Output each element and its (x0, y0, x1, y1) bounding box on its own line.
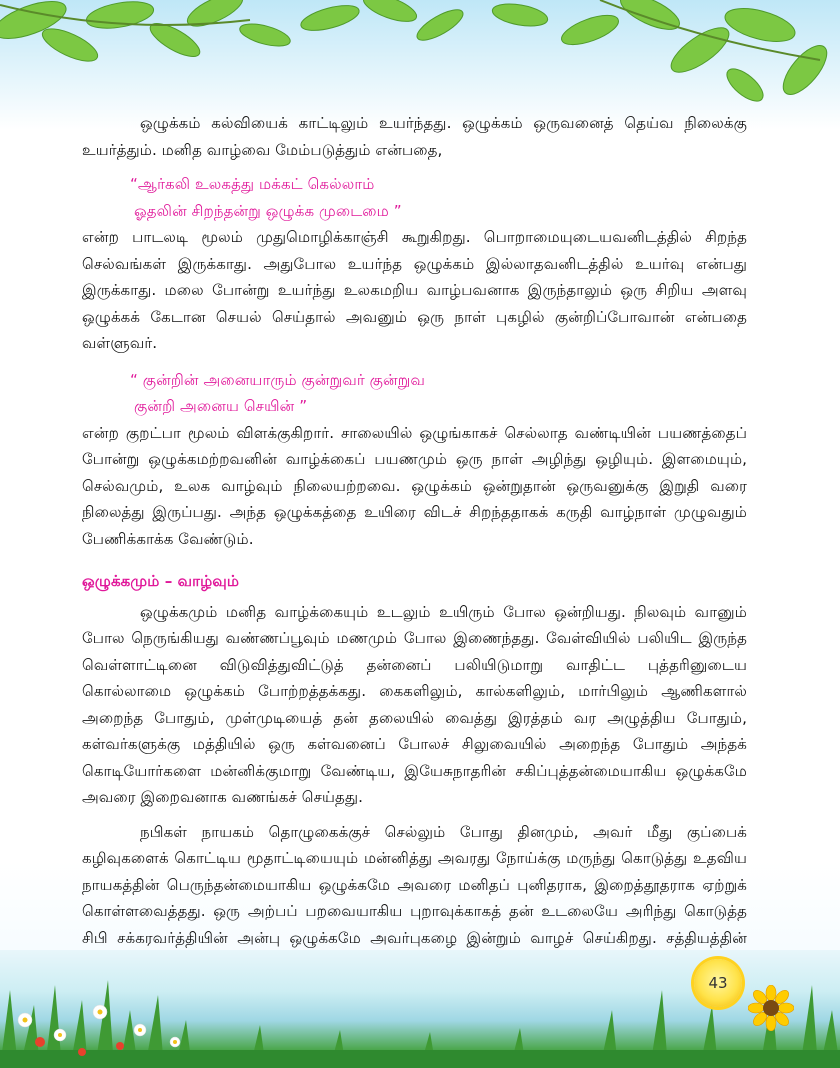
quote-line: ஓதலின் சிறந்தன்று ஒழுக்க முடைமை ” (134, 201, 402, 220)
paragraph: நபிகள் நாயகம் தொழுகைக்குச் செல்லும் போது தினமும், அவர் மீது குப்பைக் கழிவுகளைக் கொட்டிய மூதாட்டியையும் மன்னித்து அவரது நோய்க்கு மருந்து கொடுத்து உதவிய நாயகத்தின் பெருந்தன்மையாகிய ஒழுக்கமே அவரை மனிதப் புனிதராக, இறைத்தூதராக ஏற்றுக் கொள்ளவைத்தது. ஒரு அற்பப் பறவையாகிய புறாவுக்காகத் தன் உடலையே அரிந்து கொடுத்த சிபி சக்கரவர்த்தியின் அன்பு ஒழுக்கமே அவர்புகழை இன்றும் வாழச் செய்கிறது. சத்தியத்தின் (82, 822, 747, 947)
sunflower-icon (748, 985, 794, 1031)
page-content (82, 110, 747, 1004)
quote-verse (82, 367, 747, 420)
quote-line: “ஆர்கலி உலகத்து மக்கட் கெல்லாம் (130, 175, 375, 193)
paragraph: என்ற பாடலடி மூலம் முதுமொழிக்காஞ்சி கூறுகிறது. பொறாமையுடையவனிடத்தில் சிறந்த செல்வங்கள் இருக்காது. அதுபோல உயர்ந்த ஒழுக்கம் இல்லாதவனிடத்தில் உயர்வு என்பது இருக்காது. மலை போன்று உயர்ந்து உலகமறிய வாழ்பவனாக இருந்தாலும் ஒரு சிறிய அளவு ஒழுக்கக் கேடான செயல் செய்தால் அவனும் ஒரு நாள் புகழில் குன்றிப்போவான் என்பதை வள்ளுவர். (82, 228, 747, 352)
quote-line: குன்றி அனைய செயின் ” (134, 397, 308, 415)
page-number: 43 (694, 959, 742, 1007)
quote-verse (82, 171, 747, 224)
paragraph: ஒழுக்கம் கல்வியைக் காட்டிலும் உயர்ந்தது. ஒழுக்கம் ஒருவனைத் தெய்வ நிலைக்கு உயர்த்தும். மனித வாழ்வை மேம்படுத்தும் என்பதை, (82, 114, 747, 159)
paragraph: ஒழுக்கமும் மனித வாழ்க்கையும் உடலும் உயிரும் போல ஒன்றியது. நிலவும் வானும் போல நெருங்கியது வண்ணப்பூவும் மணமும் போல இணைந்தது. வேள்வியில் பலியிட இருந்த வெள்ளாட்டினை விடுவித்துவிட்டுத் தன்னைப் பலியிடுமாறு வாதிட்ட புத்தரினுடைய கொல்லாமை ஒழுக்கம் போற்றத்தக்கது. கைகளிலும், கால்களிலும், மார்பிலும் ஆணிகளால் அறைந்த போதும், முள்முடியைத் தன் தலையில் வைத்து இரத்தம் வர அழுத்திய போதும், கள்வர்களுக்கு மத்தியில் ஒரு கள்வனைப் போலச் சிலுவையில் அறைந்த போதும் அந்தக் கொடியோர்களை மன்னிக்குமாறு வேண்டிய, இயேசுநாதரின் சகிப்புத்தன்மையாகிய ஒழுக்கமே அவரை இறைவனாக வணங்கச் செய்தது. (82, 602, 747, 806)
quote-line: “ குன்றின் அனையாரும் குன்றுவர் குன்றுவ (130, 370, 426, 389)
section-heading: ஒழுக்கமும் – வாழ்வும் (82, 572, 240, 590)
paragraph: என்ற குறட்பா மூலம் விளக்குகிறார். சாலையில் ஒழுங்காகச் செல்லாத வண்டியின் பயணத்தைப் போன்று ஒழுக்கமற்றவனின் வாழ்க்கைப் பயணமும் ஒரு நாள் அழிந்து ஒழியும். இளமையும், செல்வமும், உலக வாழ்வும் நிலையற்றவை. ஒழுக்கம் ஒன்றுதான் ஒருவனுக்கு இறுதி வரை நிலைத்து இருப்பது. அந்த ஒழுக்கத்தை உயிரை விடச் சிறந்ததாகக் கருதி வாழ்நாள் முழுவதும் பேணிக்காக்க வேண்டும். (82, 423, 747, 548)
